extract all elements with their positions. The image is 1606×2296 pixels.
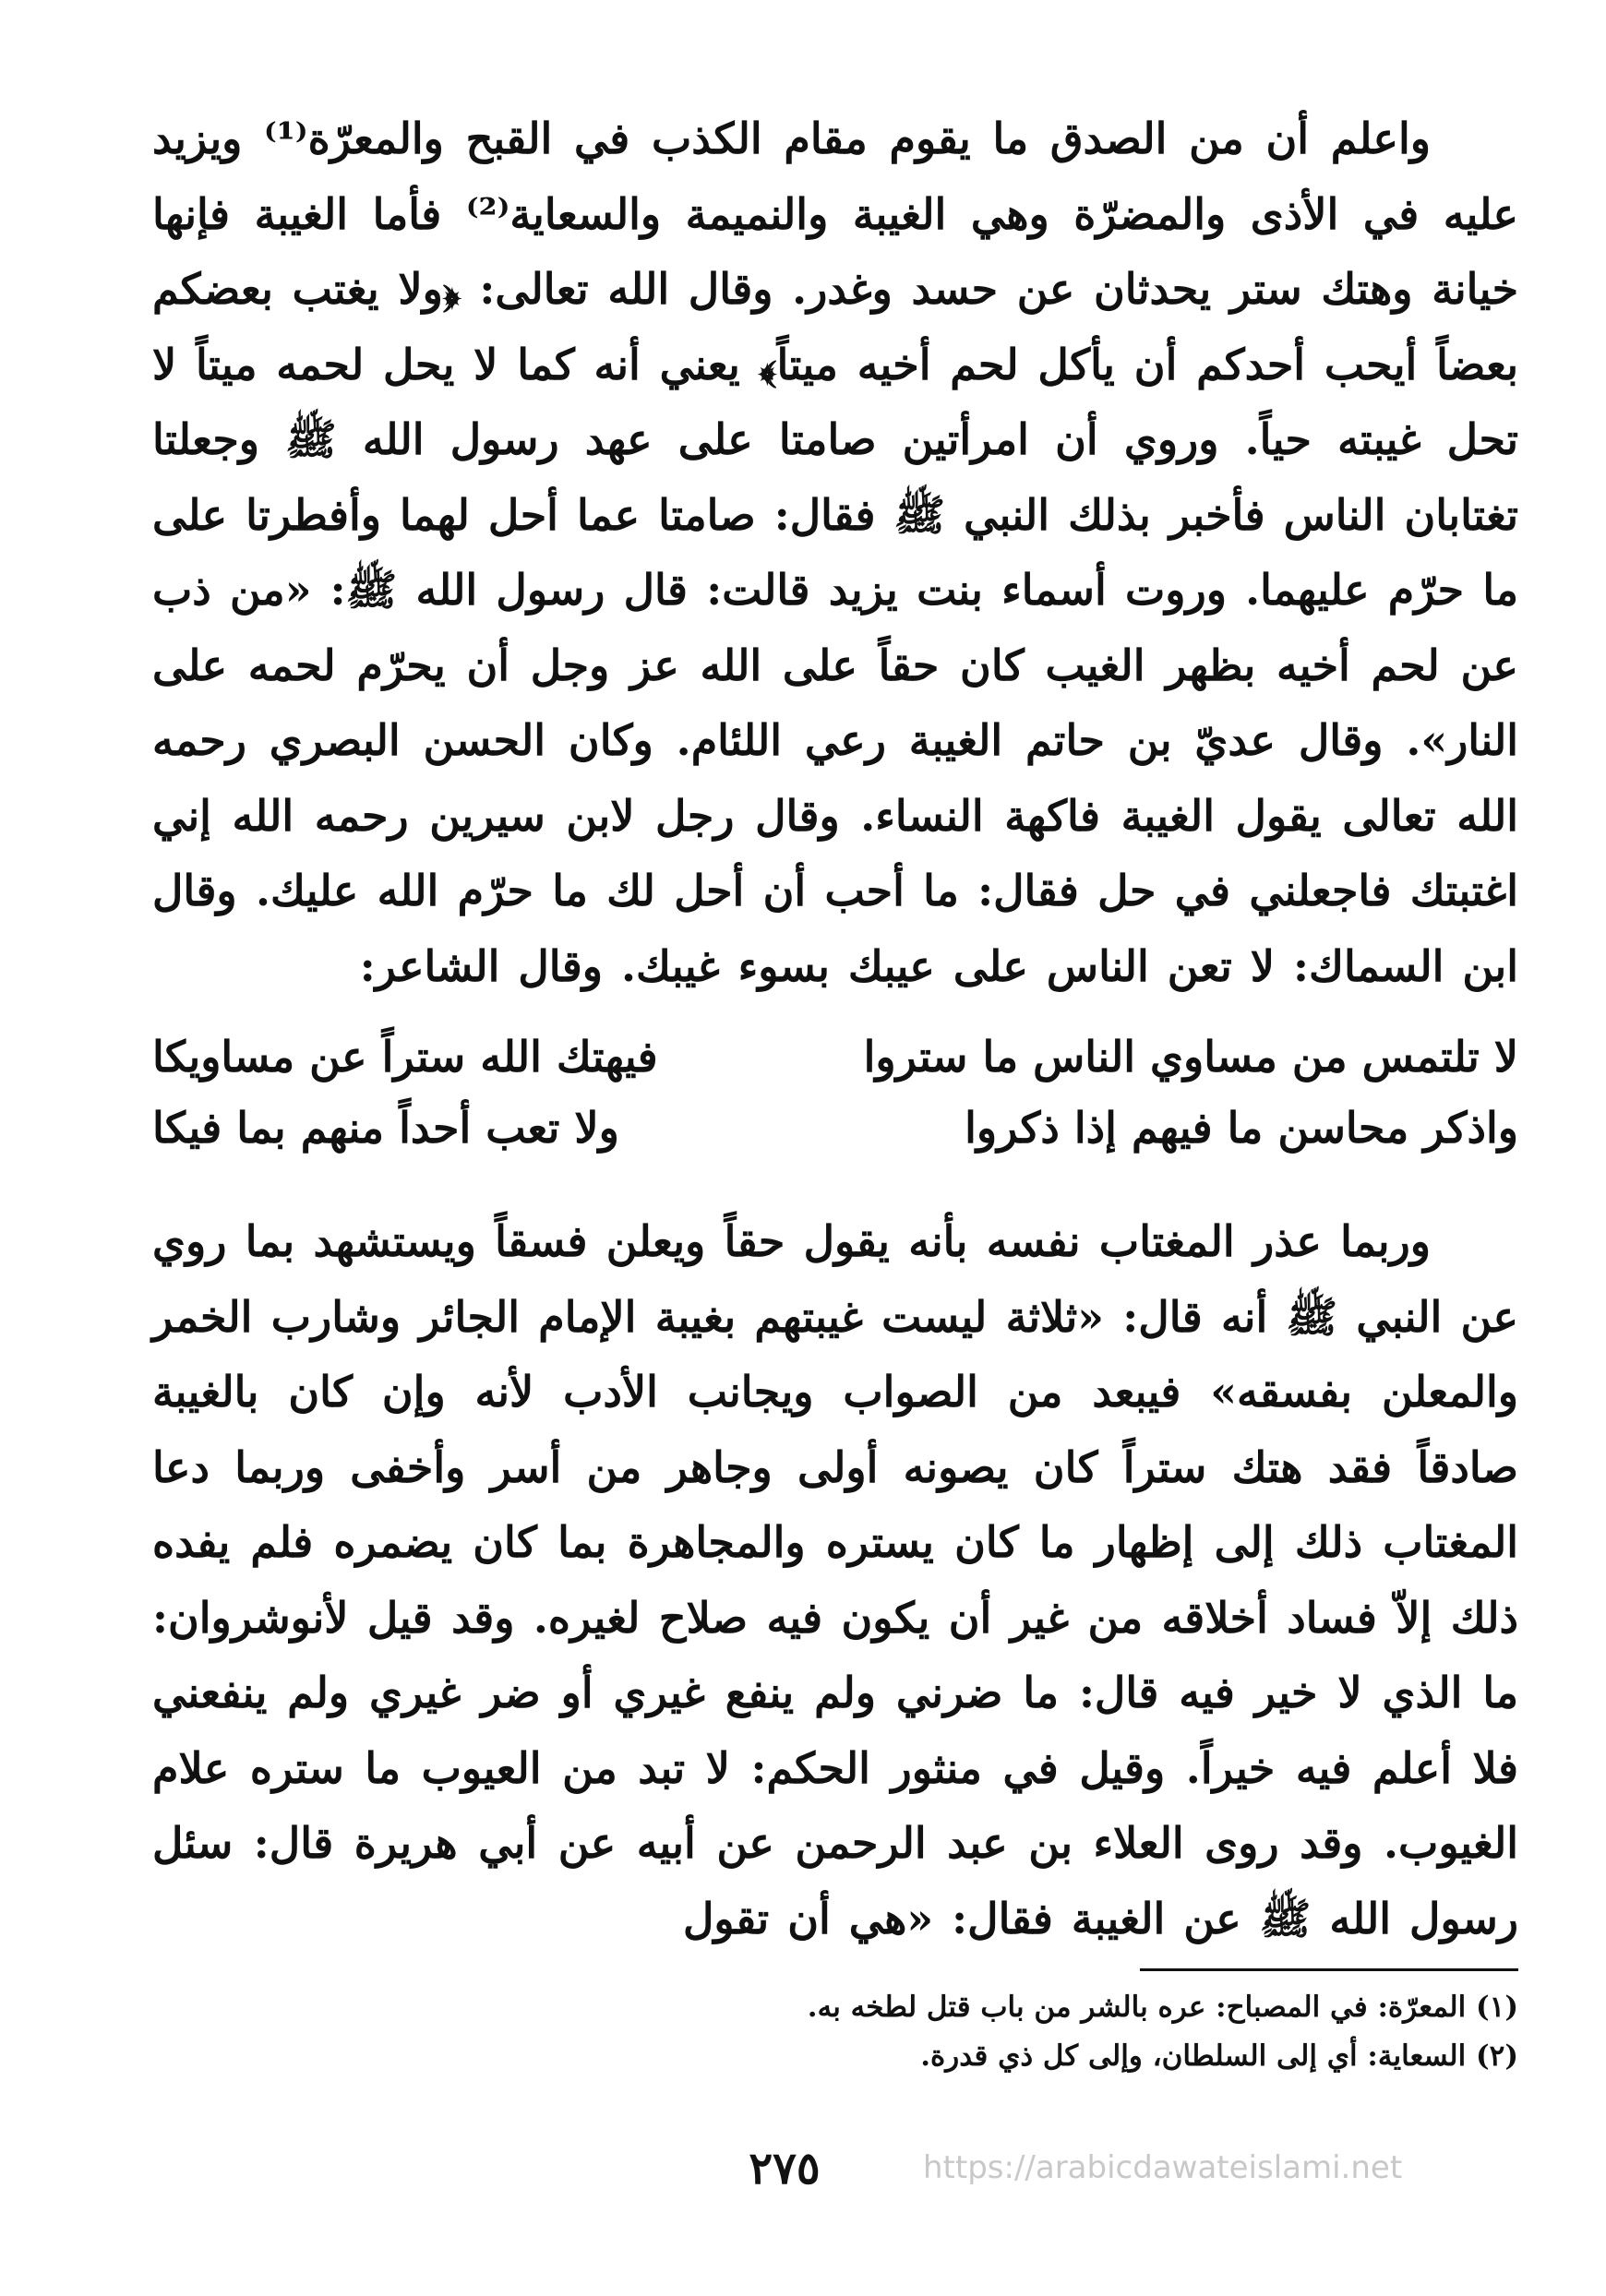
body-paragraph-2: وربما عذر المغتاب نفسه بأنه يقول حقاً ويعلن فسقاً ويستشهد بما روي عن النبي ﷺ أنه قال: «ثلاثة ليست غيبتهم بغيبة الإمام الجائر وشارب الخمر والمعلن بفسقه» فيبعد من الصواب ويجانب الأدب لأنه وإن كان بالغيبة صادقاً فقد هتك ستراً كان يصونه أولى وجاهر من أسر وأخفى وربما دعا المغتاب ذلك إلى إظهار ما كان يستره والمجاهرة بما كان يضمره فلم يفده ذلك إلاّ فساد أخلاقه من غير أن يكون فيه صلاح لغيره. وقد قيل لأنوشروان: ما الذي لا خير فيه قال: ما ضرني ولم ينفع غيري أو ضر غيري ولم ينفعني فلا أعلم فيه خيراً. وقيل في منثور الحكم: لا تبد من العيوب ما ستره علام الغيوب. وقد روى العلاء بن عبد الرحمن عن أبيه عن أبي هريرة قال: سئل رسول الله ﷺ عن الغيبة فقال: «هي أن تقول <box>152 1216 1519 1943</box>
poem-verse-2 <box>152 1091 1518 1166</box>
poem-verse-1 <box>152 1020 1518 1094</box>
verse-1-first-hemistich: لا تلتمس من مساوي الناس ما ستروا <box>863 1032 1518 1082</box>
footnote-1: (١) المعرّة: في المصباح: عره بالشر من باب قتل لطخه به. <box>807 1991 1518 2024</box>
watermark-url: https://arabicdawateislami.net <box>923 2149 1403 2186</box>
body-paragraph-1: واعلم أن من الصدق ما يقوم مقام الكذب في القبح والمعرّة⁽¹⁾ ويزيد عليه في الأذى والمضرّة وهي الغيبة والنميمة والسعاية⁽²⁾ فأما الغيبة فإنها خيانة وهتك ستر يحدثان عن حسد وغدر. وقال الله تعالى: ﴿ولا يغتب بعضكم بعضاً أيحب أحدكم أن يأكل لحم أخيه ميتاً﴾ يعني أنه كما لا يحل لحمه ميتاً لا تحل غيبته حياً. وروي أن امرأتين صامتا على عهد رسول الله ﷺ وجعلتا تغتابان الناس فأخبر بذلك النبي ﷺ فقال: صامتا عما أحل لهما وأفطرتا على ما حرّم عليهما. وروت أسماء بنت يزيد قالت: قال رسول الله ﷺ: «من ذب عن لحم أخيه بظهر الغيب كان حقاً على الله عز وجل أن يحرّم لحمه على النار». وقال عديّ بن حاتم الغيبة رعي اللئام. وكان الحسن البصري رحمه الله تعالى يقول الغيبة فاكهة النساء. وقال رجل لابن سيرين رحمه الله إني اغتبتك فاجعلني في حل فقال: ما أحب أن أحل لك ما حرّم الله عليك. وقال ابن السماك: لا تعن الناس على عيبك بسوء غيبك. وقال الشاعر: <box>152 114 1518 991</box>
verse-2-second-hemistich: ولا تعب أحداً منهم بما فيكا <box>152 1103 619 1153</box>
footnote-2: (٢) السعاية: أي إلى السلطان، وإلى كل ذي قدرة. <box>920 2039 1518 2073</box>
footnote-divider <box>1140 1968 1518 1971</box>
verse-2-first-hemistich: واذكر محاسن ما فيهم إذا ذكروا <box>965 1103 1518 1153</box>
page-number: ٢٧٥ <box>749 2143 821 2194</box>
verse-1-second-hemistich: فيهتك الله ستراً عن مساويكا <box>152 1032 658 1082</box>
